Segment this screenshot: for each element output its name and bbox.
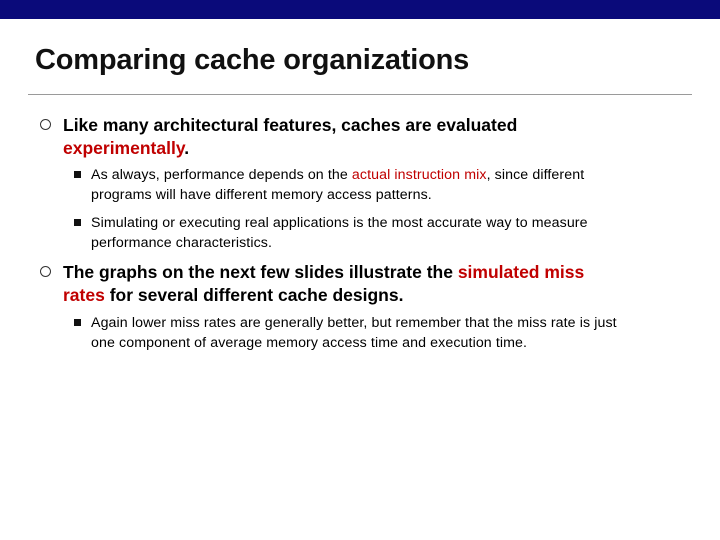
highlight-text: simulated miss rates [63, 262, 585, 305]
circle-bullet-icon [40, 266, 51, 277]
sub-bullet-text: Again lower miss rates are generally better, but remember that the miss rate is just one component of average memory access time and execution time. [91, 315, 617, 351]
circle-bullet-icon [40, 119, 51, 130]
bullet-text: The graphs on the next few slides illustrate the simulated miss rates for several different cache designs. [63, 262, 585, 305]
square-bullet-icon [74, 319, 81, 326]
sub-bullet-text: Simulating or executing real applications is the most accurate way to measure performance characteristics. [91, 215, 588, 251]
sub-bullet-text: As always, performance depends on the actual instruction mix, since different programs will have different memory access patterns. [91, 167, 585, 203]
highlight-text: actual instruction mix [351, 167, 487, 183]
highlight-text: experimentally [63, 138, 185, 158]
slide-title: Comparing cache organizations [35, 44, 470, 76]
bullet-text: Like many architectural features, caches are evaluated experimentally. [63, 115, 518, 158]
title-divider [28, 94, 692, 95]
square-bullet-icon [74, 219, 81, 226]
header-bar [0, 0, 720, 19]
square-bullet-icon [74, 171, 81, 178]
